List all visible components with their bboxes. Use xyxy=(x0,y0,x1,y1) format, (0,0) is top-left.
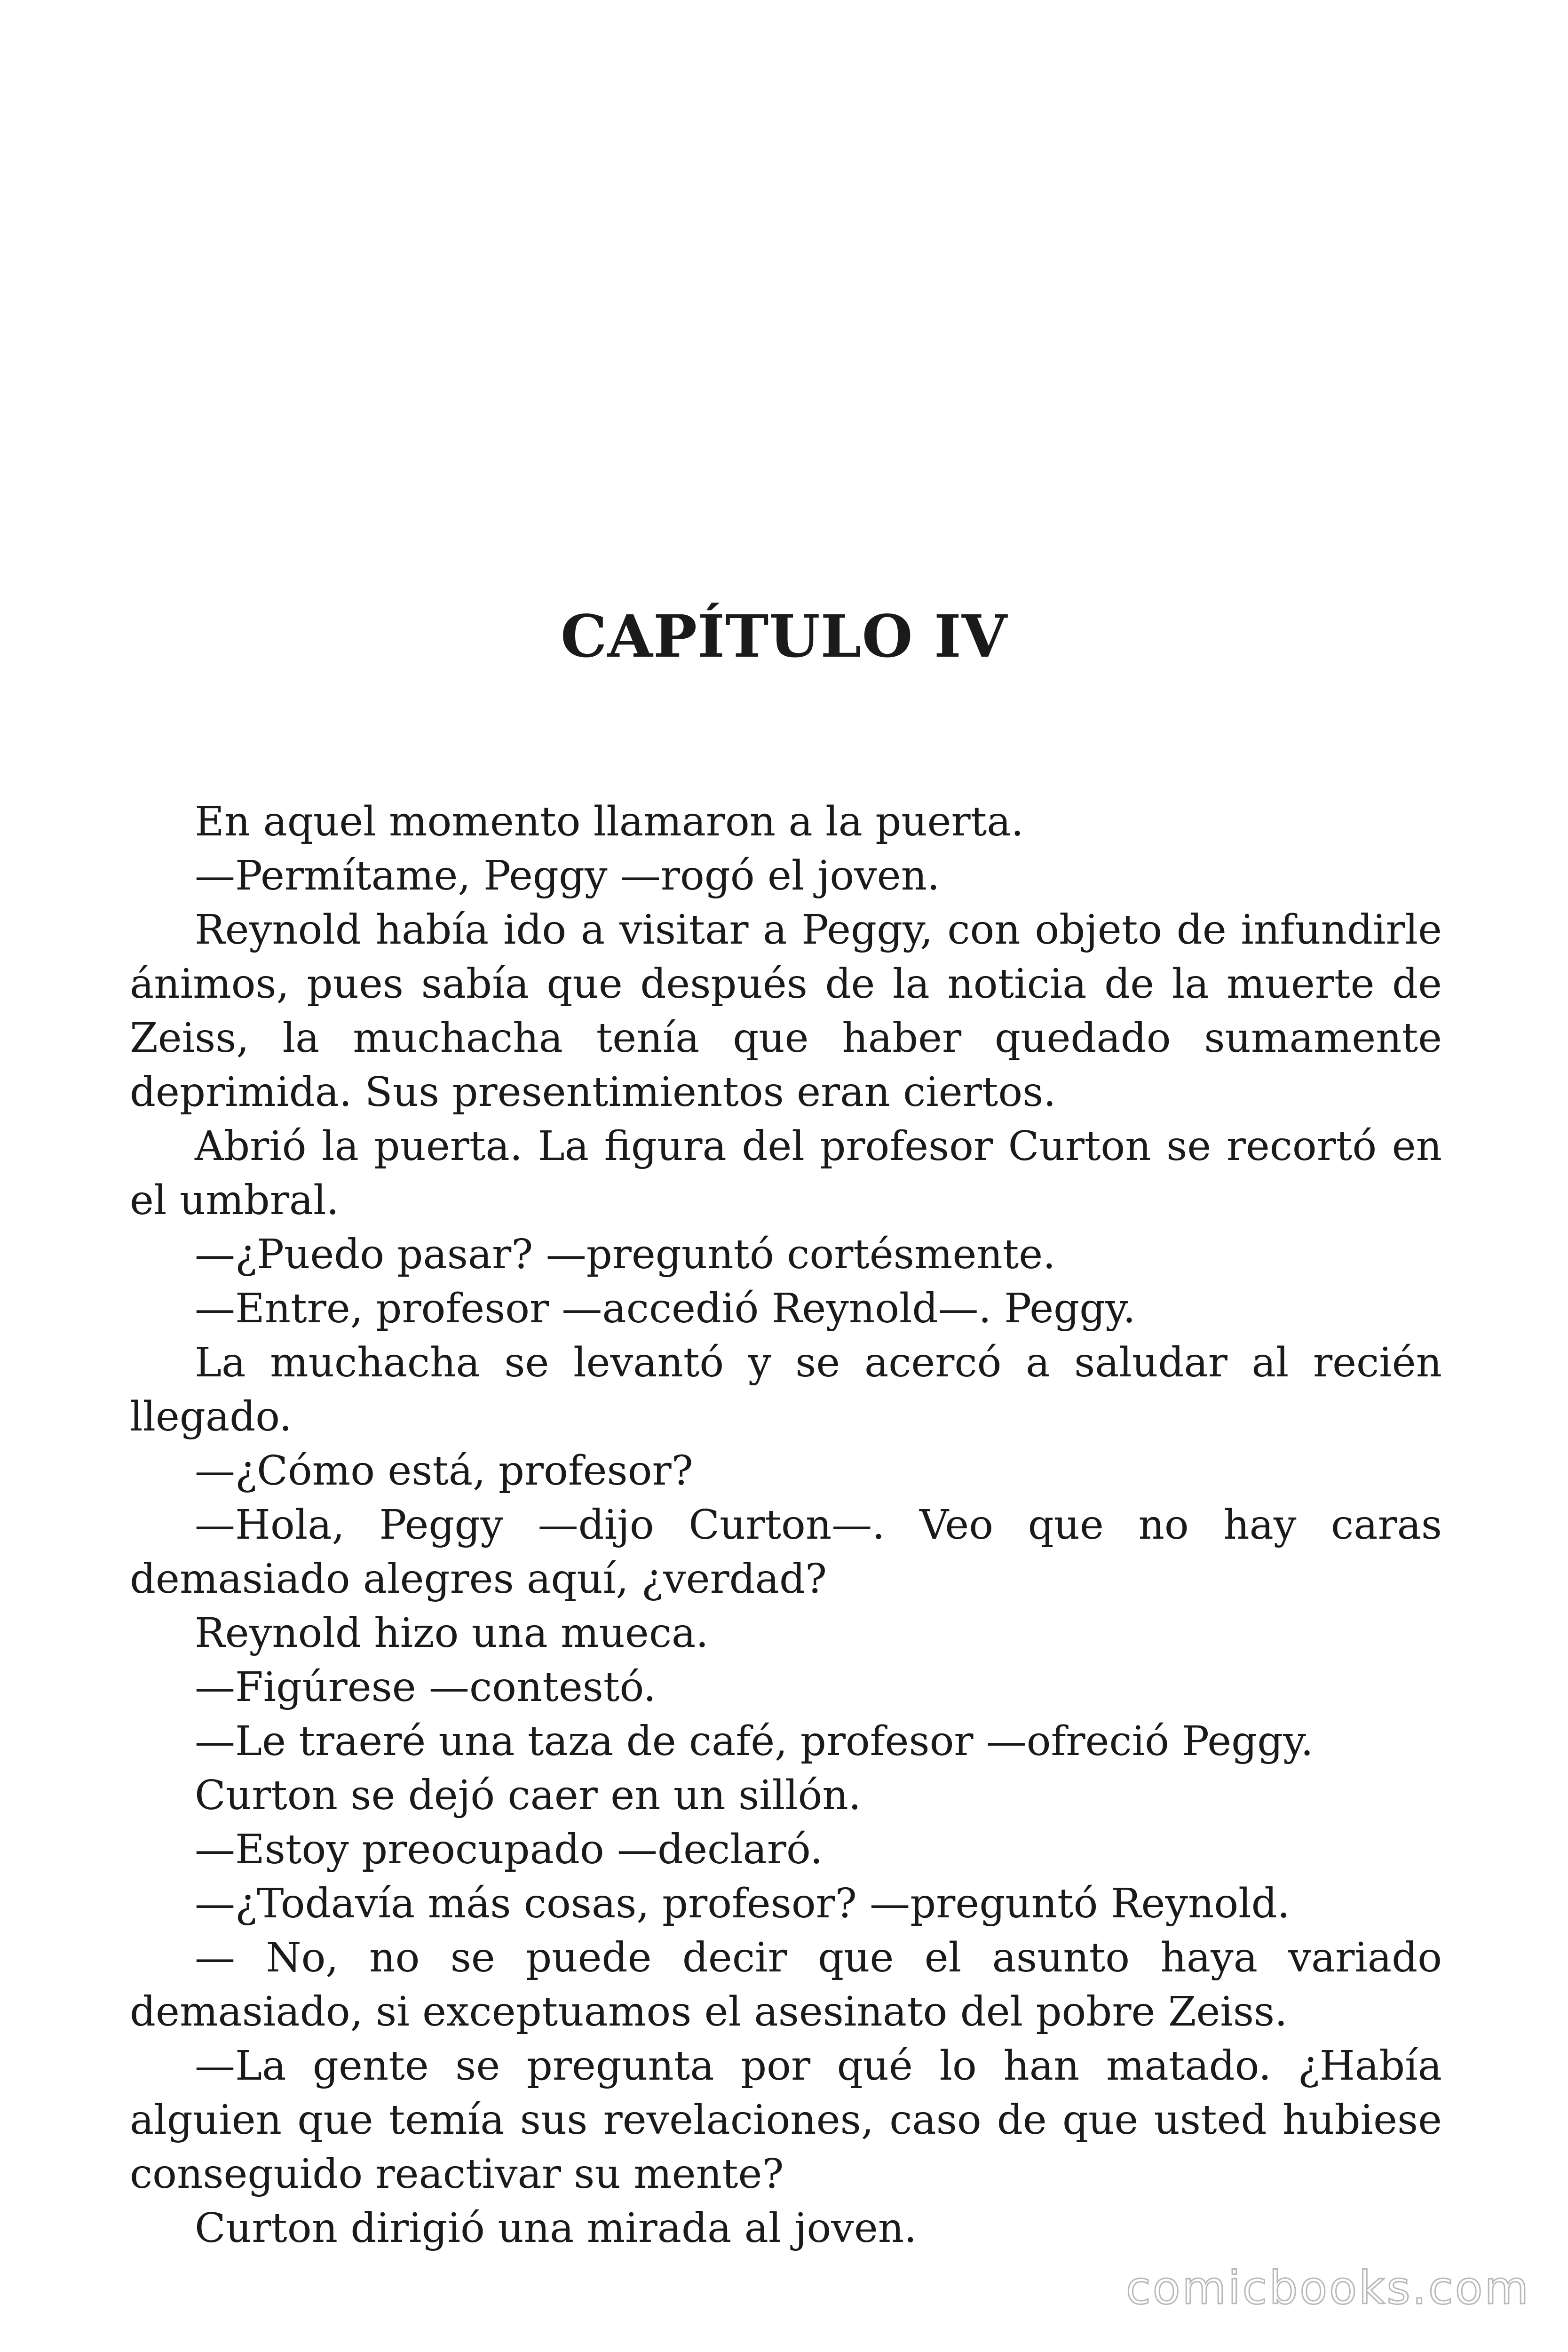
paragraph: Curton se dejó caer en un sillón. xyxy=(195,1772,862,1819)
paragraph: Reynold había ido a visitar a Peggy, con objeto de infundirle ánimos, pues sabía que después de la noticia de la muerte de Zeiss, la muchacha tenía que haber quedado sumamente deprimida. Sus presentimientos eran ciertos. xyxy=(130,906,1442,1116)
paragraph: Curton dirigió una mirada al joven. xyxy=(195,2205,917,2252)
paragraph: —¿Puedo pasar? —preguntó cortésmente. xyxy=(195,1231,1056,1278)
paragraph: Reynold hizo una mueca. xyxy=(195,1610,709,1657)
body-text xyxy=(130,795,1442,2256)
paragraph: — No, no se puede decir que el asunto haya variado demasiado, si exceptuamos el asesinato del pobre Zeiss. xyxy=(130,1934,1442,2035)
paragraph: Abrió la puerta. La figura del profesor Curton se recortó en el umbral. xyxy=(130,1123,1442,1224)
paragraph: La muchacha se levantó y se acercó a saludar al recién llegado. xyxy=(130,1339,1442,1440)
paragraph: —Le traeré una taza de café, profesor —ofreció Peggy. xyxy=(195,1718,1314,1765)
paragraph: —Estoy preocupado —declaró. xyxy=(195,1826,823,1873)
paragraph: —Hola, Peggy —dijo Curton—. Veo que no hay caras demasiado alegres aquí, ¿verdad? xyxy=(130,1502,1442,1603)
chapter-title: CAPÍTULO IV xyxy=(560,603,1008,671)
paragraph: —¿Todavía más cosas, profesor? —preguntó Reynold. xyxy=(195,1880,1291,1927)
paragraph: —Figúrese —contestó. xyxy=(195,1664,657,1711)
paragraph: —Permítame, Peggy —rogó el joven. xyxy=(195,852,940,899)
paragraph: En aquel momento llamaron a la puerta. xyxy=(195,798,1024,845)
paragraph: —Entre, profesor —accedió Reynold—. Peggy. xyxy=(195,1285,1136,1332)
watermark: comicbooks.com xyxy=(1125,2262,1530,2314)
paragraph: —¿Cómo está, profesor? xyxy=(195,1447,693,1494)
paragraph: —La gente se pregunta por qué lo han matado. ¿Había alguien que temía sus revelaciones, caso de que usted hubiese conseguido reactivar su mente? xyxy=(130,2042,1442,2198)
